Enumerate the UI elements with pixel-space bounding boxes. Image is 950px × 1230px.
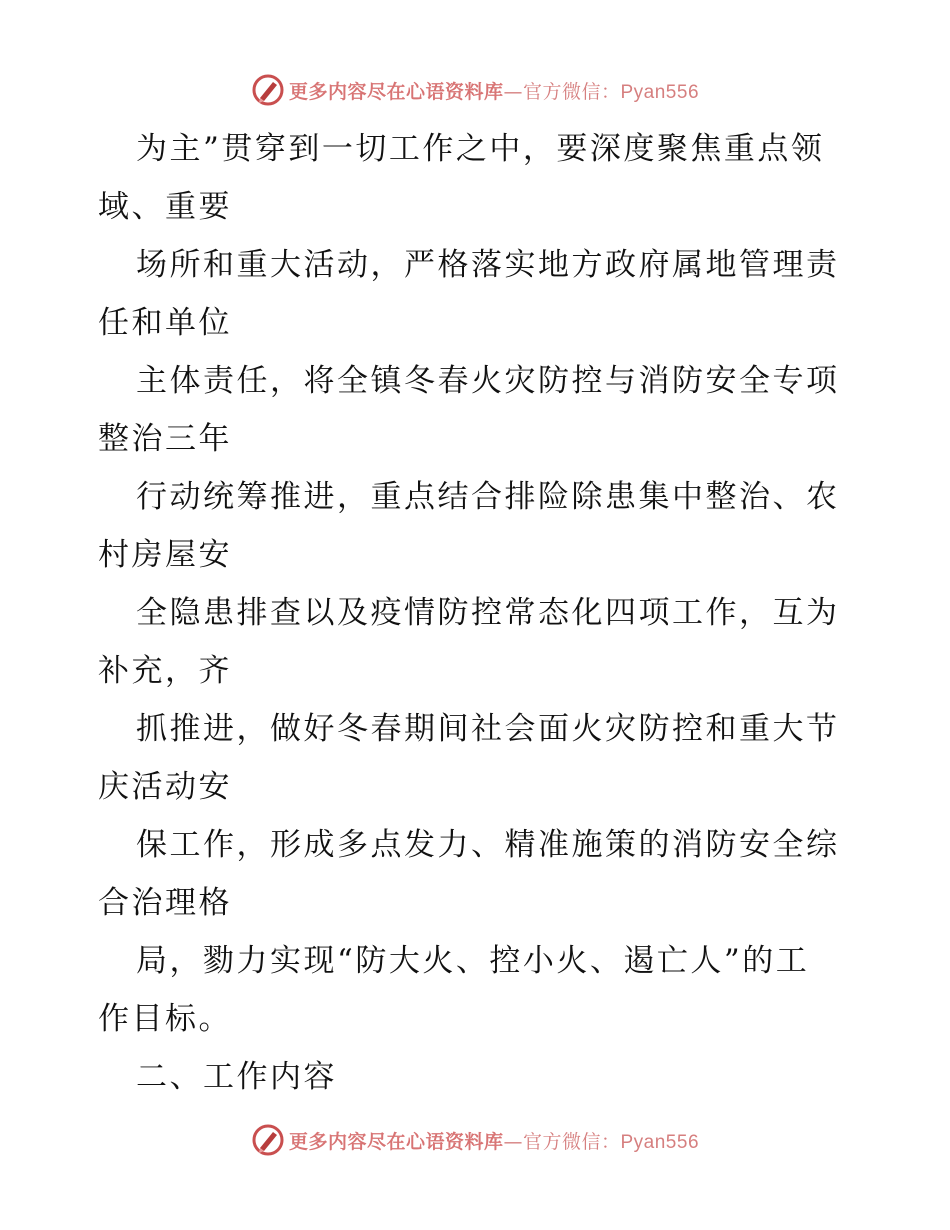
line-rest: 域、重要 [98,189,232,225]
line-first: 行动统筹推进，重点结合排险除患集中整治、农 [136,479,840,515]
watermark-text [289,1127,699,1154]
paragraph-line-5 [98,584,858,700]
line-rest: 作目标。 [98,1001,232,1037]
line-first: 抓推进，做好冬春期间社会面火灾防控和重大节 [136,711,840,747]
line-first: 全隐患排查以及疫情防控常态化四项工作，互为 [136,595,840,631]
watermark-wechat-label: 官方微信： [522,1130,621,1153]
line-rest: 补充，齐 [98,653,232,689]
watermark-text [289,77,699,104]
line-first: 主体责任，将全镇冬春火灾防控与消防安全专项 [136,363,840,399]
paragraph-line-8 [98,932,858,1048]
paragraph-line-7 [98,816,858,932]
paragraph-line-4 [98,468,858,584]
watermark-wechat-id: Pyan556 [620,81,700,103]
watermark-brand: 更多内容尽在心语资料库 [288,80,504,103]
line-first: 局，勠力实现“防大火、控小火、遏亡人”的工 [136,943,810,979]
watermark-brand: 更多内容尽在心语资料库 [288,1130,504,1153]
watermark-wechat-label: 官方微信： [522,80,621,103]
line-rest: 任和单位 [98,305,232,341]
section-heading: 二、工作内容 [136,1059,337,1095]
header-watermark [0,70,950,110]
line-rest: 庆活动安 [98,769,232,805]
watermark-separator: — [503,80,523,103]
paragraph-line-3 [98,352,858,468]
watermark-separator: — [503,1130,523,1153]
pen-logo-icon [251,73,285,107]
paragraph-line-1 [98,120,858,236]
line-first: 保工作，形成多点发力、精准施策的消防安全综 [136,827,840,863]
line-rest: 村房屋安 [98,537,232,573]
line-first: 场所和重大活动，严格落实地方政府属地管理责 [136,247,840,283]
pen-logo-icon [251,1123,285,1157]
watermark-wechat-id: Pyan556 [620,1131,700,1153]
document-body [98,120,858,1106]
line-first: 为主”贯穿到一切工作之中，要深度聚焦重点领 [136,131,825,167]
line-rest: 合治理格 [98,885,232,921]
line-rest: 整治三年 [98,421,232,457]
footer-watermark [0,1120,950,1160]
paragraph-line-6 [98,700,858,816]
paragraph-line-2 [98,236,858,352]
